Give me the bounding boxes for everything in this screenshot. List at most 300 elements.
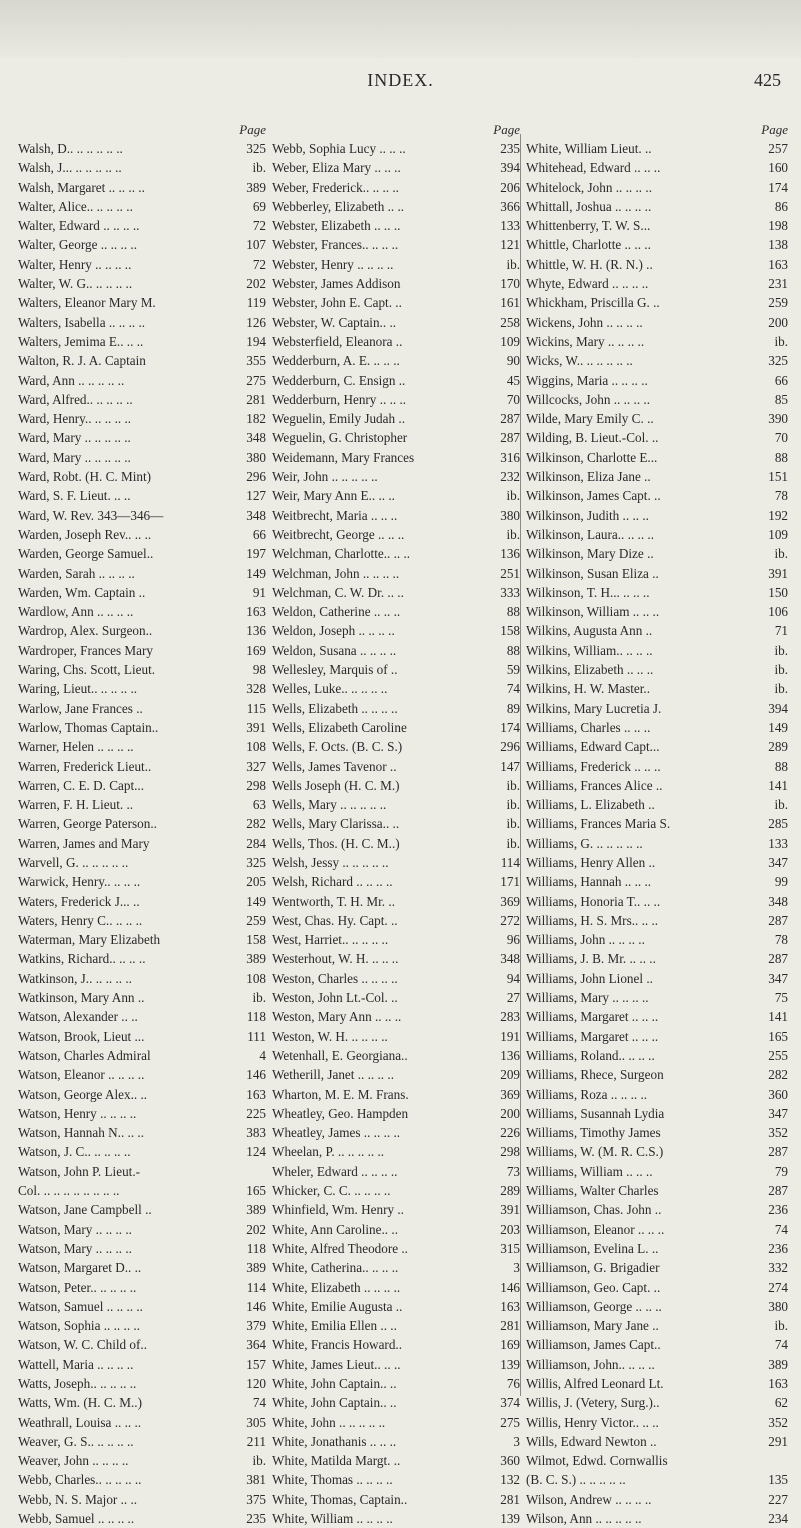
entry-name: Williamson, Mary Jane .. xyxy=(526,1318,659,1334)
entry-page: ib. xyxy=(506,526,520,542)
entry-page: 139 xyxy=(500,1511,520,1527)
index-entry xyxy=(18,1239,266,1258)
index-entry xyxy=(18,332,266,351)
entry-page: 200 xyxy=(500,1105,520,1121)
entry-page: 289 xyxy=(768,739,788,755)
entry-page: 381 xyxy=(246,1472,266,1488)
entry-name: Wilkins, H. W. Master.. xyxy=(526,681,651,697)
entry-name: Watson, Henry .. .. .. .. xyxy=(18,1105,137,1121)
index-entry xyxy=(526,1451,788,1470)
entry-name: Webberley, Elizabeth .. .. xyxy=(272,198,405,214)
entry-page: 251 xyxy=(500,565,520,581)
entry-name: Warden, Sarah .. .. .. .. xyxy=(18,565,135,581)
index-entry xyxy=(526,1297,788,1316)
entry-page: 198 xyxy=(768,218,788,234)
index-entry xyxy=(526,216,788,235)
index-entry xyxy=(526,853,788,872)
entry-page: ib. xyxy=(252,990,266,1006)
entry-page: 147 xyxy=(500,758,520,774)
entry-name: Wilkins, Elizabeth .. .. .. xyxy=(526,662,654,678)
index-column-1 xyxy=(18,120,266,1527)
entry-name: Williams, G. .. .. .. .. .. xyxy=(526,835,643,851)
entry-page: 272 xyxy=(500,912,520,928)
entry-page: 163 xyxy=(768,256,788,272)
entry-name: White, Thomas .. .. .. .. xyxy=(272,1472,393,1488)
index-entry xyxy=(18,757,266,776)
entry-name: Weldon, Catherine .. .. .. xyxy=(272,604,401,620)
entry-page: 235 xyxy=(246,1511,266,1527)
entry-page: ib. xyxy=(774,642,788,658)
entry-name: Wharton, M. E. M. Frans. xyxy=(272,1086,409,1102)
entry-name: Warren, F. H. Lieut. .. xyxy=(18,797,134,813)
entry-name: Webster, John E. Capt. .. xyxy=(272,295,402,311)
entry-page: 255 xyxy=(768,1047,788,1063)
entry-page: 96 xyxy=(506,932,520,948)
entry-page: 389 xyxy=(246,1260,266,1276)
index-entry xyxy=(272,795,520,814)
entry-page: 348 xyxy=(768,893,788,909)
entry-name: Wiggins, Maria .. .. .. .. xyxy=(526,372,648,388)
entry-page: 328 xyxy=(246,681,266,697)
index-entry xyxy=(18,969,266,988)
entry-page: 72 xyxy=(252,218,266,234)
entry-page: 275 xyxy=(500,1414,520,1430)
entry-page: 209 xyxy=(500,1067,520,1083)
entry-page: 355 xyxy=(246,353,266,369)
index-entry xyxy=(272,757,520,776)
entry-page: ib. xyxy=(774,797,788,813)
entry-name: Ward, Mary .. .. .. .. .. xyxy=(18,449,131,465)
entry-page: 236 xyxy=(768,1202,788,1218)
index-entry xyxy=(272,583,520,602)
entry-page: 3 xyxy=(513,1260,520,1276)
index-entry xyxy=(526,930,788,949)
index-entry xyxy=(526,390,788,409)
index-entry xyxy=(272,564,520,583)
entry-name: Walters, Eleanor Mary M. xyxy=(18,295,156,311)
entry-name: Wetenhall, E. Georgiana.. xyxy=(272,1047,408,1063)
index-entry xyxy=(18,737,266,756)
entry-page: 157 xyxy=(246,1356,266,1372)
index-entry xyxy=(272,834,520,853)
entry-page: 383 xyxy=(246,1125,266,1141)
entry-name: Ward, W. Rev. 343—346— xyxy=(18,507,164,523)
entry-name: Wedderburn, A. E. .. .. .. xyxy=(272,353,400,369)
entry-name: Willis, Alfred Leonard Lt. xyxy=(526,1376,664,1391)
entry-page: 283 xyxy=(500,1009,520,1025)
entry-page: 360 xyxy=(500,1453,520,1469)
entry-page: 158 xyxy=(246,932,266,948)
entry-name: Watson, John P. Lieut.- xyxy=(18,1163,141,1179)
entry-page: 169 xyxy=(500,1337,520,1353)
entry-page: 3 xyxy=(513,1433,520,1449)
index-entry xyxy=(526,1065,788,1084)
index-entry xyxy=(18,506,266,525)
index-entry xyxy=(272,988,520,1007)
entry-name: Wells, Thos. (H. C. M..) xyxy=(272,835,400,851)
index-entry xyxy=(526,1413,788,1432)
entry-page: 136 xyxy=(246,623,266,639)
index-entry xyxy=(526,795,788,814)
index-entry xyxy=(18,1490,266,1509)
index-entry xyxy=(526,892,788,911)
index-entry xyxy=(18,255,266,274)
index-entry xyxy=(526,428,788,447)
entry-page: 146 xyxy=(246,1067,266,1083)
index-entry xyxy=(272,1162,520,1181)
entry-name: West, Chas. Hy. Capt. .. xyxy=(272,912,398,928)
index-entry xyxy=(18,1258,266,1277)
index-entry xyxy=(272,1181,520,1200)
entry-page: 138 xyxy=(768,237,788,253)
index-entry xyxy=(272,486,520,505)
index-entry xyxy=(272,293,520,312)
index-entry xyxy=(526,467,788,486)
entry-name: Wardlow, Ann .. .. .. .. xyxy=(18,604,134,620)
entry-page: 259 xyxy=(246,912,266,928)
index-entry xyxy=(272,158,520,177)
index-entry xyxy=(18,679,266,698)
entry-name: Webster, W. Captain.. .. xyxy=(272,314,397,330)
entry-name: Walter, George .. .. .. .. xyxy=(18,237,138,253)
entry-name: West, Harriet.. .. .. .. .. xyxy=(272,932,389,948)
entry-name: Wilkinson, James Capt. .. xyxy=(526,488,661,504)
index-entry xyxy=(272,892,520,911)
entry-name: Waters, Frederick J... .. xyxy=(18,893,140,909)
entry-page: 235 xyxy=(500,141,520,156)
index-entry xyxy=(18,274,266,293)
entry-page: 161 xyxy=(500,295,520,311)
entry-name: White, John .. .. .. .. .. xyxy=(272,1414,386,1430)
entry-page: 287 xyxy=(768,1144,788,1160)
entry-name: White, John Captain.. .. xyxy=(272,1395,397,1411)
entry-page: 72 xyxy=(252,256,266,272)
entry-page: 347 xyxy=(768,1105,788,1121)
index-entry xyxy=(18,235,266,254)
entry-page: 291 xyxy=(768,1433,788,1449)
entry-page: 379 xyxy=(246,1318,266,1334)
entry-name: Wheatley, Geo. Hampden xyxy=(272,1105,409,1121)
index-entry xyxy=(272,679,520,698)
entry-page: 27 xyxy=(506,990,520,1006)
entry-name: Warwick, Henry.. .. .. .. xyxy=(18,874,141,890)
entry-name: Wheelan, P. .. .. .. .. .. xyxy=(272,1144,385,1160)
index-entry xyxy=(272,930,520,949)
entry-name: Welsh, Jessy .. .. .. .. .. xyxy=(272,854,389,870)
entry-page: 352 xyxy=(768,1125,788,1141)
entry-name: Wilkinson, Laura.. .. .. .. xyxy=(526,526,655,542)
entry-page: 202 xyxy=(246,1221,266,1237)
entry-name: Weston, John Lt.-Col. .. xyxy=(272,990,398,1006)
entry-name: Webster, James Addison xyxy=(272,276,401,292)
entry-name: Webb, N. S. Major .. .. xyxy=(18,1491,138,1507)
index-column-3 xyxy=(526,120,788,1527)
index-entry xyxy=(526,1142,788,1161)
entry-page: 169 xyxy=(246,642,266,658)
entry-page: ib. xyxy=(774,333,788,349)
entry-name: Wicks, W.. .. .. .. .. .. xyxy=(526,353,633,369)
entry-page: 69 xyxy=(252,198,266,214)
index-entry xyxy=(526,660,788,679)
entry-page: ib. xyxy=(506,256,520,272)
entry-name: Watson, Brook, Lieut ... xyxy=(18,1028,145,1044)
index-entry xyxy=(18,988,266,1007)
entry-page: 205 xyxy=(246,874,266,890)
index-entry xyxy=(272,1335,520,1354)
entry-page: 133 xyxy=(768,835,788,851)
entry-page: 88 xyxy=(774,449,788,465)
entry-page: 59 xyxy=(506,662,520,678)
index-entry xyxy=(526,1123,788,1142)
entry-name: Williams, John .. .. .. .. xyxy=(526,932,645,948)
entry-name: Williams, Honoria T.. .. .. xyxy=(526,893,661,909)
index-entry xyxy=(18,158,266,177)
index-entry xyxy=(272,1355,520,1374)
entry-page: 109 xyxy=(768,526,788,542)
entry-name: Wells, James Tavenor .. xyxy=(272,758,397,774)
index-entry xyxy=(526,274,788,293)
index-entry xyxy=(18,1393,266,1412)
entry-name: Warlow, Jane Frances .. xyxy=(18,700,143,716)
entry-page: 76 xyxy=(506,1376,520,1391)
index-entry xyxy=(526,834,788,853)
entry-name: Williams, William .. .. .. xyxy=(526,1163,653,1179)
index-entry xyxy=(526,911,788,930)
entry-page xyxy=(756,1451,788,1470)
entry-name: Webster, Frances.. .. .. .. xyxy=(272,237,399,253)
entry-name: Wilkins, William.. .. .. .. xyxy=(526,642,653,658)
entry-page: 347 xyxy=(768,970,788,986)
entry-page: 146 xyxy=(246,1298,266,1314)
entry-name: Wells, Mary .. .. .. .. .. xyxy=(272,797,387,813)
entry-name: Williams, Timothy James xyxy=(526,1125,661,1141)
entry-page: 389 xyxy=(768,1356,788,1372)
page-column-header: Page xyxy=(239,122,266,137)
entry-page: 348 xyxy=(246,430,266,446)
entry-page: 146 xyxy=(500,1279,520,1295)
entry-page: 390 xyxy=(768,411,788,427)
entry-page: 141 xyxy=(768,777,788,793)
index-entry xyxy=(526,235,788,254)
entry-page: 98 xyxy=(252,662,266,678)
index-entry xyxy=(526,757,788,776)
index-entry xyxy=(526,988,788,1007)
index-entry xyxy=(526,1239,788,1258)
entry-page: 333 xyxy=(500,584,520,600)
index-entry xyxy=(18,467,266,486)
index-entry xyxy=(526,448,788,467)
entry-page: 257 xyxy=(768,141,788,156)
entry-name: Watkinson, J.. .. .. .. .. xyxy=(18,970,132,986)
entry-page: 62 xyxy=(774,1395,788,1411)
entry-page: 89 xyxy=(506,700,520,716)
entry-page: 225 xyxy=(246,1105,266,1121)
index-entry xyxy=(18,1123,266,1142)
entry-name: Webb, Sophia Lucy .. .. .. xyxy=(272,141,406,156)
entry-page: 282 xyxy=(246,816,266,832)
index-entry xyxy=(18,544,266,563)
entry-page: 258 xyxy=(500,314,520,330)
entry-name: Weathrall, Louisa .. .. .. xyxy=(18,1414,142,1430)
index-entry xyxy=(18,1297,266,1316)
entry-name: Welchman, Charlotte.. .. .. xyxy=(272,546,411,562)
entry-page: 202 xyxy=(246,276,266,292)
entry-name: Williams, Edward Capt... xyxy=(526,739,660,755)
entry-name: Wedderburn, C. Ensign .. xyxy=(272,372,406,388)
index-entry xyxy=(18,911,266,930)
index-entry xyxy=(272,602,520,621)
entry-name: Warden, Joseph Rev.. .. .. xyxy=(18,526,152,542)
entry-page: 66 xyxy=(774,372,788,388)
entry-page: 45 xyxy=(506,372,520,388)
entry-name: Wells, Elizabeth .. .. .. .. xyxy=(272,700,398,716)
entry-page: 287 xyxy=(768,951,788,967)
index-entry xyxy=(526,776,788,795)
entry-name: Wells, F. Octs. (B. C. S.) xyxy=(272,739,403,755)
entry-page: 118 xyxy=(246,1240,266,1256)
entry-name: White, Emilie Augusta .. xyxy=(272,1298,403,1314)
entry-name: Willcocks, John .. .. .. .. xyxy=(526,391,651,407)
index-entry xyxy=(526,1046,788,1065)
entry-page: ib. xyxy=(774,662,788,678)
entry-name: Williams, Margaret .. .. .. xyxy=(526,1028,659,1044)
entry-name: Williamson, George .. .. .. xyxy=(526,1298,662,1314)
entry-page: 165 xyxy=(246,1183,266,1199)
index-entry xyxy=(526,621,788,640)
entry-name: Whinfield, Wm. Henry .. xyxy=(272,1202,404,1218)
entry-page: 200 xyxy=(768,314,788,330)
index-entry xyxy=(18,853,266,872)
index-entry xyxy=(272,1316,520,1335)
entry-name: Wilkins, Augusta Ann .. xyxy=(526,623,653,639)
entry-name: Welsh, Richard .. .. .. .. xyxy=(272,874,393,890)
entry-name: Williams, Susannah Lydia xyxy=(526,1105,665,1121)
index-entry xyxy=(526,1335,788,1354)
entry-name: Warden, George Samuel.. xyxy=(18,546,154,562)
entry-name: Weir, Mary Ann E.. .. .. xyxy=(272,488,395,504)
entry-name: Wilkinson, Susan Eliza .. xyxy=(526,565,659,581)
index-entry xyxy=(18,428,266,447)
entry-name: Walters, Isabella .. .. .. .. xyxy=(18,314,146,330)
entry-name: Watson, Jane Campbell .. xyxy=(18,1202,152,1218)
entry-page: 232 xyxy=(500,469,520,485)
entry-name: Whitelock, John .. .. .. .. xyxy=(526,179,652,195)
index-entry xyxy=(18,1162,266,1181)
entry-name: Watson, Alexander .. .. xyxy=(18,1009,138,1025)
entry-name: Whyte, Edward .. .. .. .. xyxy=(526,276,649,292)
index-entry xyxy=(272,1065,520,1084)
index-entry xyxy=(526,332,788,351)
entry-name: Wilding, B. Lieut.-Col. .. xyxy=(526,430,659,446)
entry-name: Williamson, Eleanor .. .. .. xyxy=(526,1221,665,1237)
index-entry xyxy=(18,1355,266,1374)
index-entry xyxy=(18,564,266,583)
entry-page: 174 xyxy=(500,719,520,735)
entry-page: 327 xyxy=(246,758,266,774)
index-entry xyxy=(18,1007,266,1026)
entry-page: 139 xyxy=(500,1356,520,1372)
index-entry xyxy=(272,448,520,467)
entry-page: 287 xyxy=(500,430,520,446)
entry-page: 375 xyxy=(246,1491,266,1507)
entry-page: 282 xyxy=(768,1067,788,1083)
entry-name: Wellesley, Marquis of .. xyxy=(272,662,398,678)
entry-name: Wills, Edward Newton .. xyxy=(526,1433,657,1449)
entry-page: ib. xyxy=(506,797,520,813)
entry-page: 120 xyxy=(246,1376,266,1391)
entry-page: 287 xyxy=(500,411,520,427)
entry-name: White, John Captain.. .. xyxy=(272,1376,397,1391)
entry-page: 88 xyxy=(774,758,788,774)
entry-name: Websterfield, Eleanora .. xyxy=(272,333,403,349)
entry-name: Willis, Henry Victor.. .. .. xyxy=(526,1414,659,1430)
entry-page: 136 xyxy=(500,1047,520,1063)
entry-name: Wilmot, Edwd. Cornwallis xyxy=(526,1453,668,1469)
entry-name: Wentworth, T. H. Mr. .. xyxy=(272,893,395,909)
entry-page: 106 xyxy=(768,604,788,620)
entry-name: Williams, Mary .. .. .. .. xyxy=(526,990,649,1006)
entry-name: Weitbrecht, Maria .. .. .. xyxy=(272,507,398,523)
entry-name: Webb, Charles.. .. .. .. .. xyxy=(18,1472,142,1488)
index-entry xyxy=(18,1335,266,1354)
index-entry xyxy=(18,1104,266,1123)
index-entry xyxy=(526,371,788,390)
entry-name: Walsh, D.. .. .. .. .. .. xyxy=(18,141,123,156)
entry-page: 74 xyxy=(506,681,520,697)
index-entry xyxy=(526,1470,788,1489)
entry-name: White, Emilia Ellen .. .. xyxy=(272,1318,397,1334)
entry-page: 289 xyxy=(500,1183,520,1199)
entry-page: 389 xyxy=(246,179,266,195)
entry-page: 348 xyxy=(246,507,266,523)
entry-page: 78 xyxy=(774,488,788,504)
entry-page: 136 xyxy=(500,546,520,562)
entry-page: 75 xyxy=(774,990,788,1006)
column-divider xyxy=(520,134,521,1396)
index-entry xyxy=(272,1278,520,1297)
entry-name: Weidemann, Mary Frances xyxy=(272,449,415,465)
entry-name: Wilkinson, Charlotte E... xyxy=(526,449,658,465)
index-entry xyxy=(18,313,266,332)
entry-name: Weber, Eliza Mary .. .. .. xyxy=(272,160,401,176)
entry-name: Weston, W. H. .. .. .. .. xyxy=(272,1028,388,1044)
index-entry xyxy=(272,390,520,409)
index-entry xyxy=(526,1393,788,1412)
entry-name: Williams, Rhece, Surgeon xyxy=(526,1067,664,1083)
index-entry xyxy=(272,1027,520,1046)
entry-page: 94 xyxy=(506,970,520,986)
entry-name: Walsh, J... .. .. .. .. .. xyxy=(18,160,122,176)
index-entry xyxy=(18,1200,266,1219)
entry-name: Watson, Charles Admiral xyxy=(18,1047,151,1063)
entry-page: 108 xyxy=(246,970,266,986)
index-entry xyxy=(18,525,266,544)
entry-name: Warden, Wm. Captain .. xyxy=(18,584,146,600)
entry-page: 135 xyxy=(768,1472,788,1488)
entry-name: Williamson, John.. .. .. .. xyxy=(526,1356,655,1372)
entry-name: Williams, Walter Charles xyxy=(526,1183,659,1199)
index-entry xyxy=(18,892,266,911)
index-entry xyxy=(18,409,266,428)
index-entry xyxy=(272,1104,520,1123)
entry-name: Weguelin, G. Christopher xyxy=(272,430,408,446)
entry-page: 86 xyxy=(774,198,788,214)
entry-page: 74 xyxy=(774,1221,788,1237)
entry-page: ib. xyxy=(506,488,520,504)
entry-page: 158 xyxy=(500,623,520,639)
index-entry xyxy=(18,1142,266,1161)
index-entry xyxy=(272,255,520,274)
